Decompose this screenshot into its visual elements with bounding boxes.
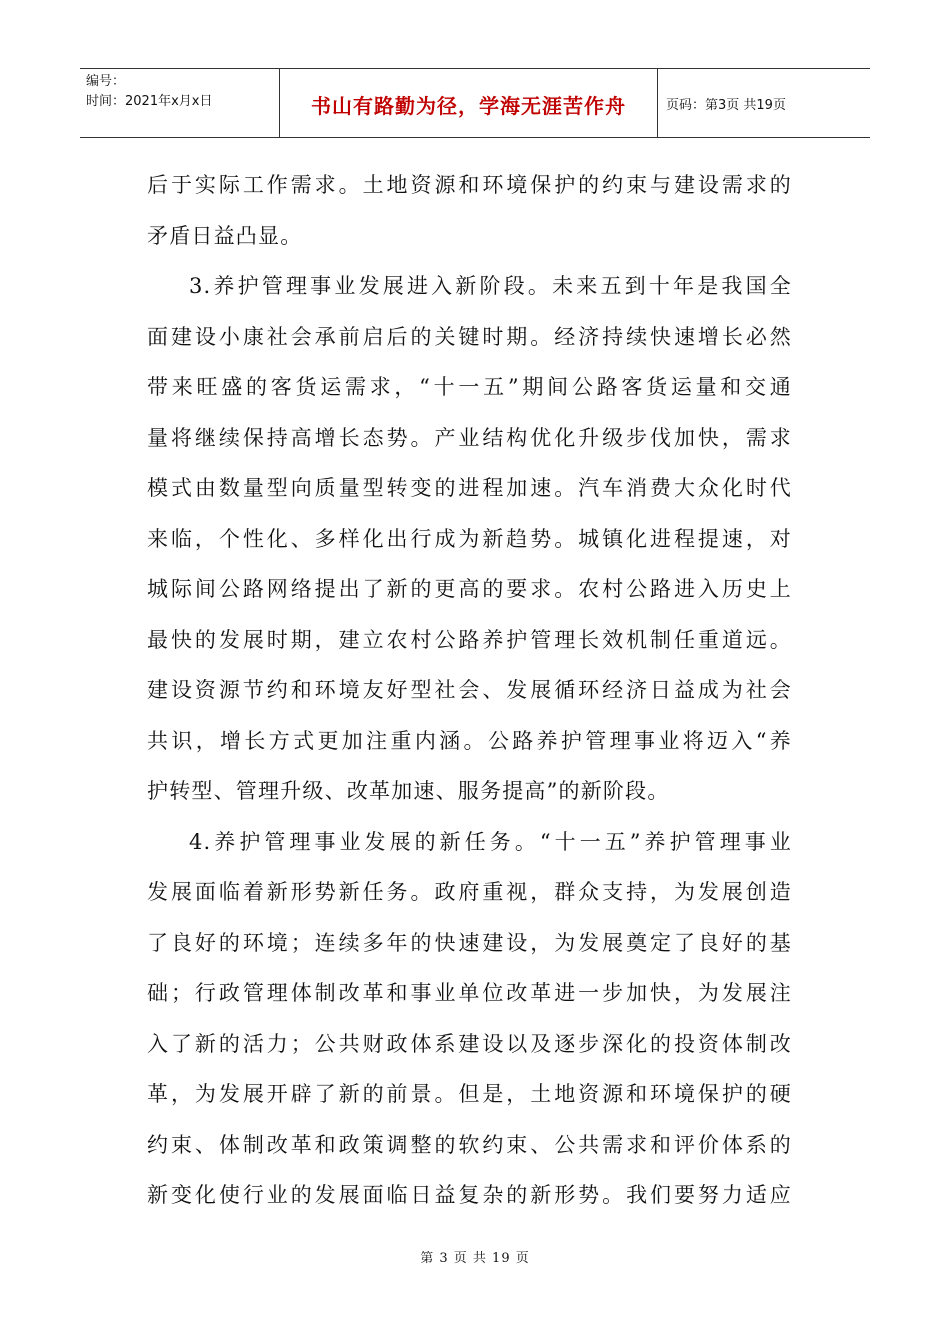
body-line: 建设资源节约和环境友好型社会、发展循环经济日益成为社会 xyxy=(147,678,792,702)
body-line: 约束、体制改革和政策调整的软约束、公共需求和评价体系的 xyxy=(147,1132,792,1157)
header-page-cell xyxy=(658,69,870,137)
body-line: 带来旺盛的客货运需求，“十一五”期间公路客货运量和交通 xyxy=(147,375,792,399)
body-line: 来临，个性化、多样化出行成为新趋势。城镇化进程提速，对 xyxy=(147,526,792,551)
body-line: 城际间公路网络提出了新的更高的要求。农村公路进入历史上 xyxy=(147,577,792,601)
header-page-info: 页码：第3页 共19页 xyxy=(666,98,786,113)
body-line: 最快的发展时期，建立农村公路养护管理长效机制任重道远。 xyxy=(147,627,792,652)
document-body xyxy=(147,160,792,1221)
body-line: 革，为发展开辟了新的前景。但是，土地资源和环境保护的硬 xyxy=(147,1082,792,1106)
body-line: 了良好的环境；连续多年的快速建设，为发展奠定了良好的基 xyxy=(147,930,792,955)
body-line: 3.养护管理事业发展进入新阶段。未来五到十年是我国全 xyxy=(189,274,792,298)
header-motto: 书山有路勤为径，学海无涯苦作舟 xyxy=(311,94,626,118)
document-number-label: 编号： xyxy=(86,74,126,89)
body-line: 共识，增长方式更加注重内涵。公路养护管理事业将迈入“养 xyxy=(147,728,792,753)
body-line: 础；行政管理体制改革和事业单位改革进一步加快，为发展注 xyxy=(147,981,792,1005)
body-line: 量将继续保持高增长态势。产业结构优化升级步伐加快，需求 xyxy=(147,425,792,450)
body-line: 模式由数量型向质量型转变的进程加速。汽车消费大众化时代 xyxy=(147,476,792,500)
header-motto-cell xyxy=(280,69,658,137)
page-header xyxy=(80,68,870,138)
body-line: 发展面临着新形势新任务。政府重视，群众支持，为发展创造 xyxy=(147,880,792,904)
page-footer: 第 3 页 共 19 页 xyxy=(420,1251,530,1266)
body-line: 4.养护管理事业发展的新任务。“十一五”养护管理事业 xyxy=(189,829,792,854)
body-line: 矛盾日益凸显。 xyxy=(147,223,303,248)
header-meta-cell xyxy=(80,69,280,137)
document-date-label: 时间：2021年x月x日 xyxy=(86,94,213,109)
body-line: 新变化使行业的发展面临日益复杂的新形势。我们要努力适应 xyxy=(147,1183,792,1207)
body-line: 面建设小康社会承前启后的关键时期。经济持续快速增长必然 xyxy=(147,324,792,349)
body-line: 后于实际工作需求。土地资源和环境保护的约束与建设需求的 xyxy=(147,173,792,197)
body-line: 入了新的活力；公共财政体系建设以及逐步深化的投资体制改 xyxy=(147,1031,792,1056)
body-line: 护转型、管理升级、改革加速、服务提高”的新阶段。 xyxy=(147,779,670,803)
